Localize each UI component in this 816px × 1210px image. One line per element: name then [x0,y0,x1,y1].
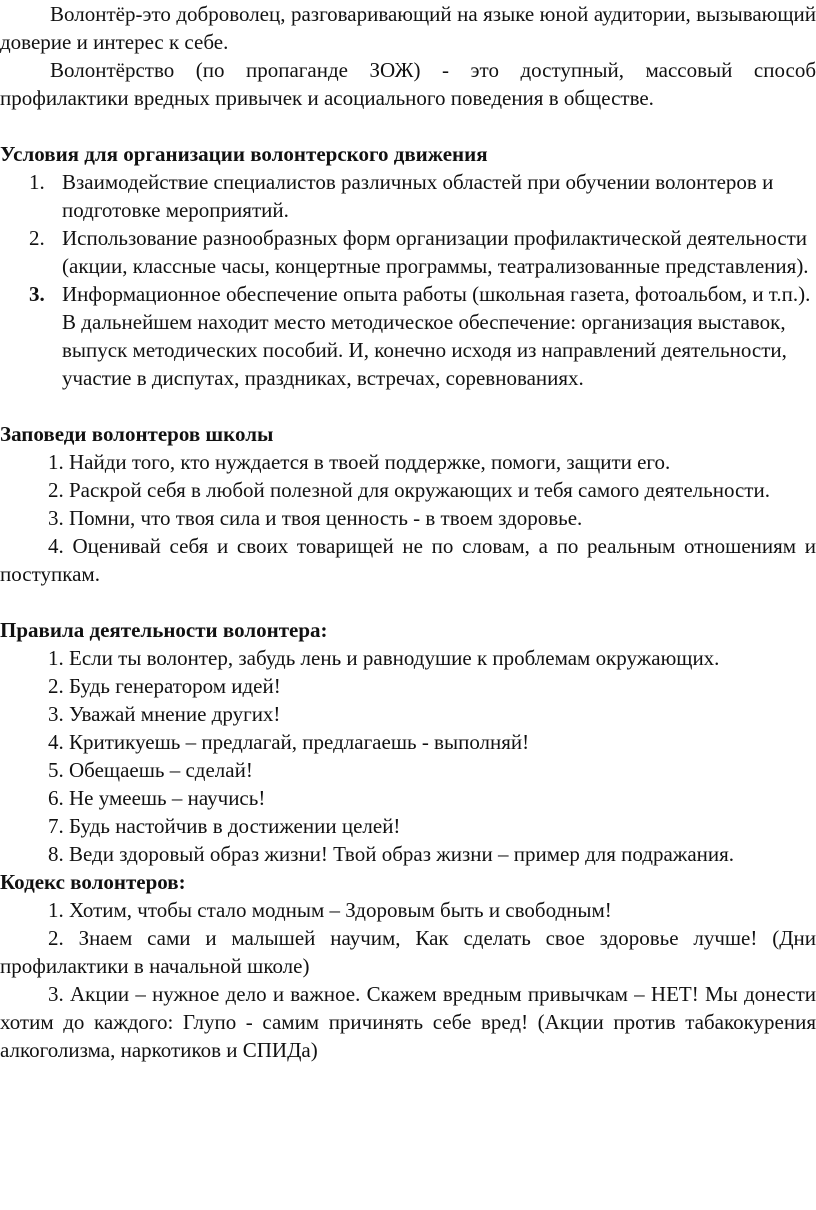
list-item: 6. Не умеешь – научись! [48,786,266,810]
list-item: 4. Критикуешь – предлагай, предлагаешь - выполняй! [48,730,530,754]
code-heading: Кодекс волонтеров: [0,870,186,894]
list-item: 2. Знаем сами и малышей научим, Как сделать свое здоровье лучше! (Дни профилактики в начальной школе) [0,926,816,978]
list-item: 2. Будь генератором идей! [48,674,281,698]
list-item: 1. Хотим, чтобы стало модным – Здоровым быть и свободным! [48,898,612,922]
list-item: 1. Если ты волонтер, забудь лень и равнодушие к проблемам окружающих. [48,646,720,670]
conditions-list [0,168,816,392]
commandments-list [0,448,816,588]
list-item: 3. Помни, что твоя сила и твоя ценность - в твоем здоровье. [48,506,583,530]
list-item: 3. Уважай мнение других! [48,702,281,726]
list-item: 3. Акции – нужное дело и важное. Скажем вредным привычкам – НЕТ! Мы донести хотим до каждого: Глупо - самим причинять себе вред! (Акции против табакокурения алкоголизма, наркотиков и СПИДа) [0,982,816,1062]
list-item: 2. Использование разнообразных форм организации профилактической деятельности (акции, классные часы, концертные программы, театрализованные представления). [29,226,809,278]
intro-paragraph-1: Волонтёр-это доброволец, разговаривающий на языке юной аудитории, вызывающий доверие и интерес к себе. [0,2,816,54]
list-item: 4. Оценивай себя и своих товарищей не по словам, а по реальным отношениям и поступкам. [0,534,816,586]
intro-paragraph-2: Волонтёрство (по пропаганде ЗОЖ) - это доступный, массовый способ профилактики вредных привычек и асоциального поведения в обществе. [0,58,816,110]
list-item: 1. Взаимодействие специалистов различных областей при обучении волонтеров и подготовке мероприятий. [29,170,774,222]
list-item: 7. Будь настойчив в достижении целей! [48,814,401,838]
list-item: 3. Информационное обеспечение опыта работы (школьная газета, фотоальбом, и т.п.). В дальнейшем находит место методическое обеспечение: организация выставок, выпуск методических пособий. И, конечно исходя из направлений деятельности, участие в диспутах, праздниках, встречах, соревнованиях. [29,282,811,390]
rules-list [0,644,816,868]
list-item: 5. Обещаешь – сделай! [48,758,253,782]
conditions-heading: Условия для организации волонтерского движения [0,142,488,166]
list-item: 1. Найди того, кто нуждается в твоей поддержке, помоги, защити его. [48,450,671,474]
commandments-heading: Заповеди волонтеров школы [0,422,274,446]
code-list [0,896,816,1064]
list-item: 2. Раскрой себя в любой полезной для окружающих и тебя самого деятельности. [48,478,770,502]
rules-heading: Правила деятельности волонтера: [0,618,328,642]
list-item: 8. Веди здоровый образ жизни! Твой образ жизни – пример для подражания. [48,842,735,866]
